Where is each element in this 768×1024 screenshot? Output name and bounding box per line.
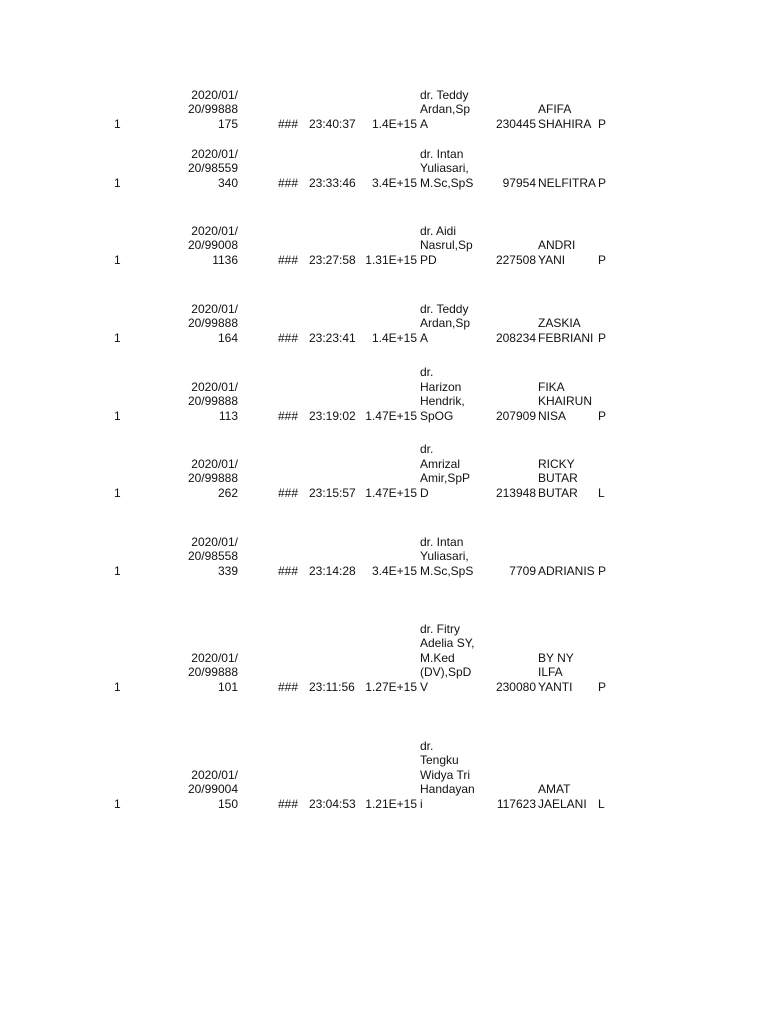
patient-name: BY NY ILFA YANTI [538, 650, 574, 694]
doctor-cell: dr. Tengku Widya Tri Handayan i [420, 738, 475, 811]
time-cell: 23:19:02 [309, 408, 356, 423]
patient-name: ZASKIA FEBRIANI [538, 316, 594, 345]
registration-no: 2020/01/ 20/99888 175 [187, 87, 238, 131]
record-no-cell: 117623 [496, 796, 536, 811]
date-overflow: ### [278, 563, 299, 578]
time-cell: 23:23:41 [309, 330, 356, 345]
doctor-cell: dr. Teddy Ardan,Sp A [420, 301, 471, 345]
record-no-cell: 207909 [495, 408, 536, 423]
number-cell: 3.4E+15 [371, 563, 417, 578]
doctor-cell: dr. Intan Yuliasari, M.Sc,SpS [420, 534, 474, 578]
time-cell: 23:33:46 [309, 175, 356, 190]
row-number: 1 [114, 408, 121, 423]
number-cell: 1.27E+15 [365, 679, 417, 694]
registration-no: 2020/01/ 20/99888 113 [187, 379, 238, 423]
patient-name: RICKY BUTAR BUTAR [538, 456, 578, 500]
patient-name: AMAT JAELANI [538, 782, 587, 811]
date-overflow: ### [278, 679, 299, 694]
record-no-cell: 97954 [502, 175, 536, 190]
date-overflow: ### [278, 408, 299, 423]
record-no-cell: 213948 [495, 485, 536, 500]
date-overflow: ### [278, 175, 299, 190]
gender-cell: P [598, 116, 607, 131]
doctor-cell: dr. Harizon Hendrik, SpOG [420, 365, 465, 423]
patient-name: ANDRI YANI [538, 238, 576, 267]
time-cell: 23:40:37 [309, 116, 356, 131]
record-no-cell: 208234 [495, 330, 536, 345]
number-cell: 1.47E+15 [365, 485, 417, 500]
time-cell: 23:27:58 [309, 252, 356, 267]
record-no-cell: 230445 [495, 116, 536, 131]
doctor-cell: dr. Aidi Nasrul,Sp PD [420, 223, 473, 267]
record-no-cell: 227508 [495, 252, 536, 267]
gender-cell: L [598, 796, 605, 811]
date-overflow: ### [278, 485, 299, 500]
row-number: 1 [114, 252, 121, 267]
doctor-cell: dr. Intan Yuliasari, M.Sc,SpS [420, 146, 474, 190]
number-cell: 1.4E+15 [371, 116, 417, 131]
row-number: 1 [114, 116, 121, 131]
gender-cell: P [598, 563, 607, 578]
time-cell: 23:15:57 [309, 485, 356, 500]
number-cell: 1.31E+15 [365, 252, 417, 267]
registration-no: 2020/01/ 20/99008 1136 [187, 223, 238, 267]
doctor-cell: dr. Fitry Adelia SY, M.Ked (DV),SpD V [420, 621, 475, 694]
record-no-cell: 230080 [495, 679, 536, 694]
record-no-cell: 7709 [509, 563, 536, 578]
patient-name: ADRIANIS [538, 563, 595, 578]
gender-cell: P [598, 330, 607, 345]
registration-no: 2020/01/ 20/99004 150 [187, 767, 238, 811]
number-cell: 3.4E+15 [371, 175, 417, 190]
patient-name: FIKA KHAIRUN NISA [538, 379, 593, 423]
row-number: 1 [114, 330, 121, 345]
row-number: 1 [114, 796, 121, 811]
date-overflow: ### [278, 116, 299, 131]
registration-no: 2020/01/ 20/99888 262 [187, 456, 238, 500]
row-number: 1 [114, 175, 121, 190]
date-overflow: ### [278, 252, 299, 267]
gender-cell: P [598, 252, 607, 267]
gender-cell: L [598, 485, 605, 500]
doctor-cell: dr. Amrizal Amir,SpP D [420, 442, 471, 500]
time-cell: 23:11:56 [309, 679, 355, 694]
time-cell: 23:04:53 [309, 796, 356, 811]
registration-no: 2020/01/ 20/98559 340 [187, 146, 238, 190]
row-number: 1 [114, 485, 121, 500]
registration-no: 2020/01/ 20/98558 339 [187, 534, 238, 578]
number-cell: 1.47E+15 [365, 408, 417, 423]
patient-name: NELFITRA [538, 175, 597, 190]
number-cell: 1.4E+15 [371, 330, 417, 345]
registration-no: 2020/01/ 20/99888 164 [187, 301, 238, 345]
date-overflow: ### [278, 796, 299, 811]
row-number: 1 [114, 679, 121, 694]
row-number: 1 [114, 563, 121, 578]
gender-cell: P [598, 679, 607, 694]
gender-cell: P [598, 175, 607, 190]
doctor-cell: dr. Teddy Ardan,Sp A [420, 87, 471, 131]
time-cell: 23:14:28 [309, 563, 356, 578]
registration-no: 2020/01/ 20/99888 101 [187, 650, 238, 694]
date-overflow: ### [278, 330, 299, 345]
number-cell: 1.21E+15 [365, 796, 417, 811]
patient-name: AFIFA SHAHIRA [538, 102, 592, 131]
gender-cell: P [598, 408, 607, 423]
